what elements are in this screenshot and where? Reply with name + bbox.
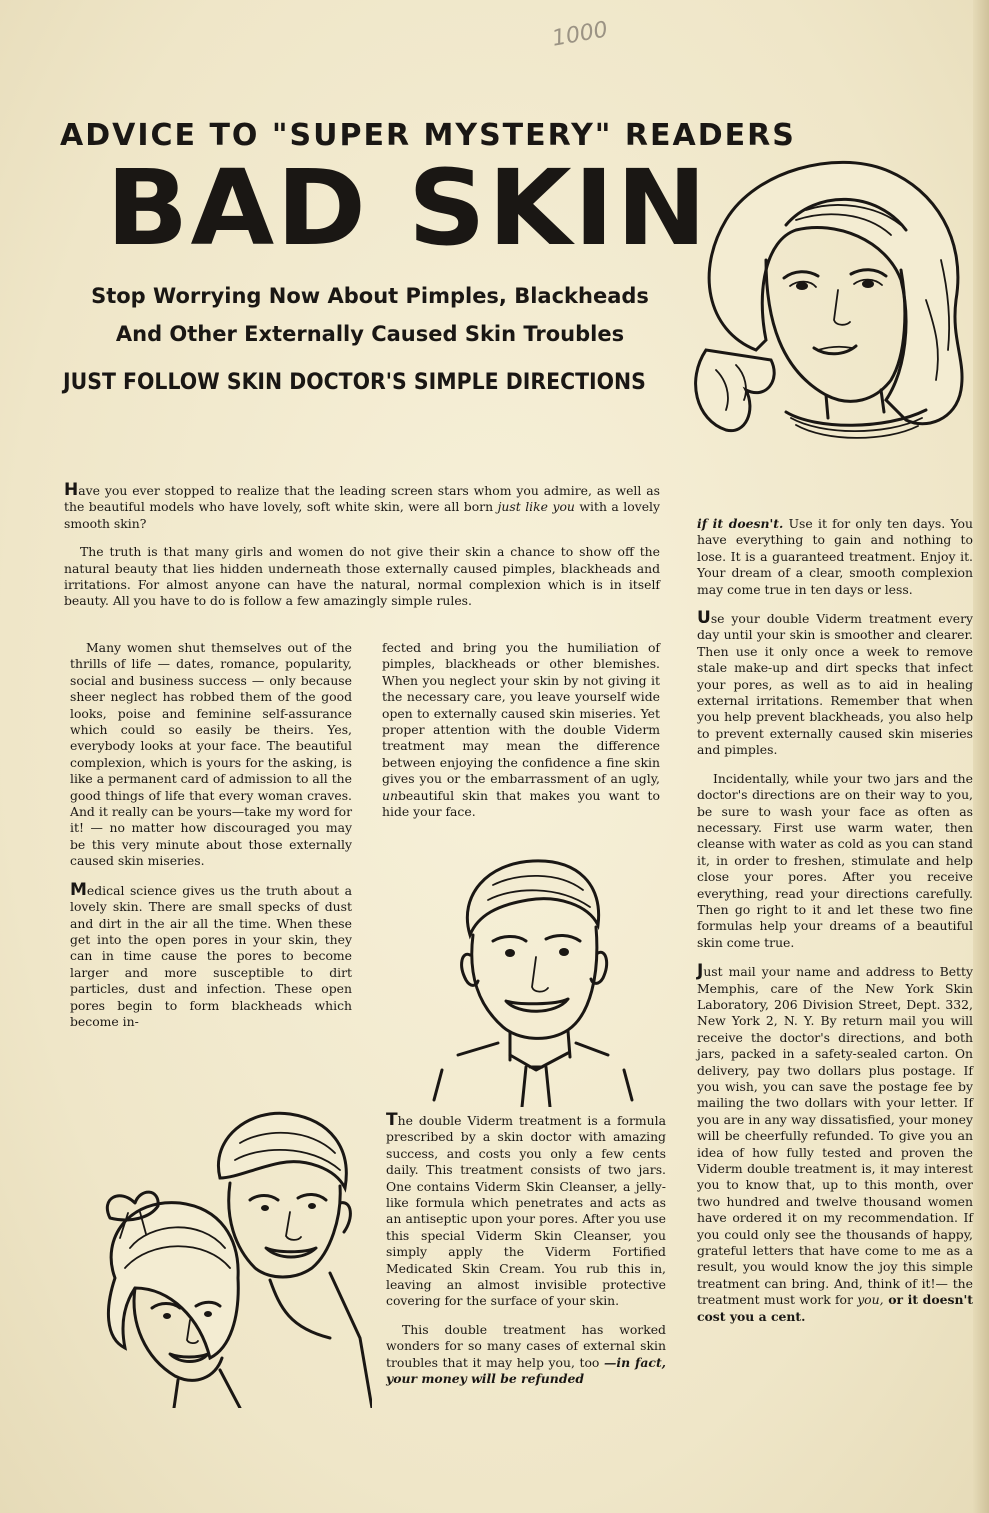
advice-headline: ADVICE TO "SUPER MYSTERY" READERS bbox=[60, 118, 796, 153]
subtitle-line-2: And Other Externally Caused Skin Troubles bbox=[115, 322, 625, 346]
directions-headline: JUST FOLLOW SKIN DOCTOR'S SIMPLE DIRECTIONS bbox=[63, 370, 646, 395]
main-title: BAD SKIN bbox=[106, 147, 709, 269]
margin-note: 1000 bbox=[550, 17, 610, 52]
drop-cap: T bbox=[386, 1110, 398, 1130]
woman-illustration bbox=[686, 150, 976, 450]
col1-paragraph-2: Medical science gives us the truth about a lovely skin. There are small specks of dust and dirt in the air all the time. When these get into the open pores in your skin, they can in time cause the pores to become larger and more susceptible to dirt particles, dust and infection. These open pores begin to form blackheads which become in- bbox=[70, 879, 352, 1029]
col2-paragraph-2: The double Viderm treatment is a formula prescribed by a skin doctor with amazing success, and costs you only a few cents daily. This treatment consists of two jars. One contains Viderm Skin Cleanser, a jelly-like formula which penetrates and acts as an antiseptic upon your pores. After you use this special Viderm Skin Cleanser, you simply apply the Viderm Fortified Medicated Skin Cream. You rub this in, leaving an almost invisible protective covering for the surface of your skin. bbox=[386, 1110, 666, 1309]
intro-paragraph-1: Have you ever stopped to realize that the leading screen stars whom you admire, as well as the beautiful models who have lovely, soft white skin, were all born just like you with a lovely smooth skin? bbox=[64, 480, 660, 531]
drop-cap: M bbox=[70, 879, 87, 900]
column-2 bbox=[382, 640, 660, 832]
drop-cap: J bbox=[697, 961, 704, 982]
column-2-lower bbox=[386, 1112, 666, 1400]
column-3 bbox=[697, 516, 973, 1337]
drop-cap: U bbox=[697, 608, 711, 629]
col1-paragraph-1: Many women shut themselves out of the thrills of life — dates, romance, popularity, social and business success — only because sheer neglect has robbed them of the good looks, poise and feminine self-assurance which could so easily be theirs. Yes, everybody looks at your face. The beautiful complexion, which is yours for the asking, is like a permanent card of admission to all the good things of life that every woman craves. And it really can be yours—take my word for it! — no matter how discouraged you may be this very minute about those externally caused skin miseries. bbox=[70, 640, 352, 869]
drop-cap: H bbox=[64, 480, 79, 500]
subtitle-line-1: Stop Worrying Now About Pimples, Blackheads bbox=[91, 284, 649, 308]
col3-paragraph-2: Use your double Viderm treatment every day until your skin is smoother and clearer. Then use it only once a week to remove stale make-up and dirt specks that infect your pores, as well as to aid in healing external irritations. Remember that when you help prevent blackheads, you also help to prevent externally caused skin miseries and pimples. bbox=[697, 608, 973, 758]
intro-paragraph-2: The truth is that many girls and women do not give their skin a chance to show off the natural beauty that lies hidden underneath those externally caused pimples, blackheads and irritations. For almost anyone can have the natural, normal complexion which is in itself beauty. All you have to do is follow a few amazingly simple rules. bbox=[64, 544, 660, 609]
couple-illustration bbox=[90, 1108, 372, 1408]
col2-paragraph-1: fected and bring you the humiliation of pimples, blackheads or other blemishes. When you neglect your skin by not giving it the necessary care, you leave yourself wide open to externally caused skin miseries. Yet proper attention with the double Viderm treatment may mean the difference between enjoying the confidence a fine skin gives you or the embarrassment of an ugly, unbeautiful skin that makes you want to hide your face. bbox=[382, 640, 660, 820]
col3-paragraph-4: Just mail your name and address to Betty Memphis, care of the New York Skin Laboratory, 206 Division Street, Dept. 332, New York 2, N. Y. By return mail you will receive the doctor's directions, and both jars, packed in a safety-sealed carton. On delivery, pay two dollars plus postage. If you wish, you can save the postage fee by mailing the two dollars with your letter. If you are in any way dissatisfied, your money will be cheerfully refunded. To give you an idea of how fully tested and proven the Viderm double treatment is, it may interest you to know that, up to this month, over two hundred and twelve thousand women have ordered it on my recommendation. If you could only see the thousands of happy, grateful letters that have come to me as a result, you would know the joy this simple treatment can bring. And, think of it!— the treatment must work for you, or it doesn't cost you a cent. bbox=[697, 961, 973, 1324]
col3-paragraph-1: if it doesn't. Use it for only ten days. You have everything to gain and nothing to lose. It is a guaranteed treatment. Enjoy it. Your dream of a clear, smooth complexion may come true in ten days or less. bbox=[697, 516, 973, 597]
column-1 bbox=[70, 640, 352, 1042]
col3-paragraph-3: Incidentally, while your two jars and the doctor's directions are on their way to you, be sure to wash your face as often as necessary. First use warm water, then cleanse with water as cold as you can stand it, in order to freshen, stimulate and help close your pores. After you receive everything, read your directions carefully. Then go right to it and let these two fine formulas help your dreams of a beautiful skin come true. bbox=[697, 770, 973, 950]
intro-text bbox=[64, 482, 660, 622]
col2-paragraph-3: This double treatment has worked wonders for so many cases of external skin troubles that it may help you, too —in fact, your money will be refunded bbox=[386, 1321, 666, 1387]
man-illustration bbox=[418, 855, 648, 1107]
